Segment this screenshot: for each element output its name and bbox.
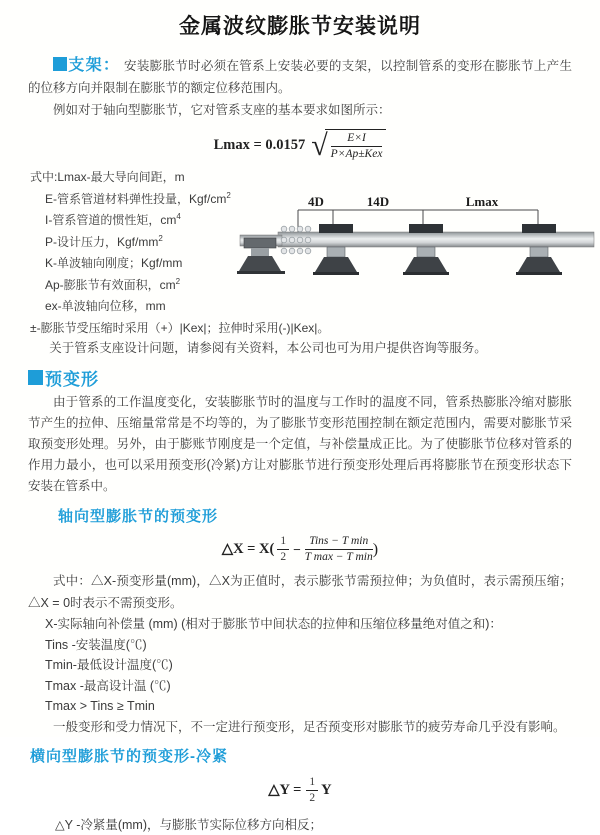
axial-item: Tmin-最低设计温度(℃) bbox=[45, 658, 173, 672]
definition-line: P-设计压力，Kgf/$mm^2$ bbox=[45, 233, 163, 249]
lmax-fraction-denominator: P×Ap±Kex bbox=[330, 148, 383, 160]
support-section-label: 支架： bbox=[68, 57, 121, 74]
lateral-formula bbox=[0, 776, 600, 805]
temperature-fraction: $\frac{\text{Tins − T min}}{\text{T max − T min}}$ bbox=[304, 535, 373, 563]
lateral-formula-suffix: Y bbox=[321, 782, 332, 798]
dim-label-4d: 4D bbox=[308, 194, 324, 209]
one-half-fraction: $\frac{1}{2}$ bbox=[277, 535, 289, 564]
definition-line: ex-单波轴向位移，mm bbox=[45, 299, 166, 313]
axial-formula-prefix: △X = X( bbox=[221, 541, 275, 557]
pipe bbox=[278, 232, 594, 247]
page-title: 金属波纹膨胀节安装说明 bbox=[179, 15, 421, 38]
support-intro-paragraph bbox=[28, 55, 572, 99]
support-intro-text: 安装膨胀节时必须在管系上安装必要的支架，以控制管系的变形在膨胀节上产生的位移方向并限制在膨胀节的额定位移范围内。 bbox=[28, 59, 572, 95]
lmax-formula bbox=[0, 129, 600, 161]
lateral-formula-prefix: △Y = bbox=[268, 782, 302, 798]
axial-formula bbox=[0, 535, 600, 564]
sqrt-radical bbox=[311, 129, 386, 161]
definition-line: K-单波轴向刚度；Kgf/mm bbox=[45, 256, 183, 270]
dim-label-14d: 14D bbox=[366, 194, 390, 209]
axial-item: 一般变形和受力情况下，不一定进行预变形，足否预变形对膨胀节的疲劳寿命几乎没有影响。 bbox=[53, 719, 566, 734]
lmax-fraction-numerator: E×I bbox=[331, 132, 383, 147]
predeform-paragraph: 由于管系的工作温度变化，安装膨胀节时的温度与工作时的温度不同，管系热膨胀冷缩对膨胀节产生的拉伸、压缩量常常是不均等的，为了膨胀节变形范围控制在额定范围内，需要对膨胀节采取预变形处理。另外，由于膨账节刚度是一个定值，与补偿量成正比。为了使膨胀节位移对管系的作用力最小，也可以采用预变形(冷紧)方让对膨胀节进行预变形处理后再将膨胀节在预变形状态下安装在管系中。 bbox=[28, 395, 572, 493]
lmax-fraction bbox=[331, 132, 383, 161]
dim-label-lmax: Lmax bbox=[465, 194, 499, 209]
radicand bbox=[325, 129, 387, 161]
axial-item: Tins -安装温度(℃) bbox=[45, 637, 147, 652]
pipe-support-diagram bbox=[236, 194, 600, 290]
lateral-subheading: 横向型膨胀节的预变形-冷紧 bbox=[30, 748, 228, 765]
predeform-section-label: 预变形 bbox=[45, 370, 99, 389]
axial-explanation: 式中：△X-预变形量(mm)，△X为正值时，表示膨张节需预拉伸；为负值时，表示需预压缩；△X = 0时表示不需预变形。 bbox=[28, 574, 572, 610]
support-example-line: 例如对于轴向型膨胀节，它对管系支座的基本要求如图所示： bbox=[53, 103, 391, 117]
support-closing-line: 关于管系支座设计问题，请参阅有关资料，本公司也可为用户提供咨询等服务。 bbox=[49, 341, 487, 355]
definition-line: I-管系管道的惯性矩，$cm^4$ bbox=[45, 212, 181, 227]
axial-subheading: 轴向型膨胀节的预变形 bbox=[58, 508, 219, 525]
one-half-fraction: $\frac{1}{2}$ bbox=[306, 776, 318, 805]
definition-line: Ap-膨胀节有效面积，$cm^2$ bbox=[45, 276, 181, 292]
section-square-icon bbox=[28, 370, 43, 385]
guide-support bbox=[313, 224, 359, 275]
definition-line: ±-膨胀节受压缩时采用（+）|Kex|；拉伸时采用(-)|Kex|。 bbox=[30, 320, 330, 335]
axial-item: X-实际轴向补偿量 (mm) (相对于膨胀节中间状态的拉伸和压缩位移量绝对值之和)： bbox=[45, 617, 502, 631]
axial-formula-suffix: ) bbox=[372, 540, 379, 558]
guide-support bbox=[516, 224, 562, 275]
section-square-icon bbox=[53, 57, 67, 71]
predeform-section-heading bbox=[28, 365, 600, 390]
axial-item: Tmax > Tins ≥ Tmin bbox=[45, 699, 155, 713]
radical-sign-icon: √ bbox=[311, 129, 328, 162]
minus-sign: − bbox=[293, 542, 301, 557]
guide-support bbox=[403, 224, 449, 275]
definition-line: 式中:Lmax-最大导向间距，m bbox=[30, 170, 185, 184]
definition-line: E-管系管道材料弹性投量，Kgf/$cm^2$ bbox=[45, 190, 231, 206]
lateral-note: △Y -冷紧量(mm)，与膨胀节实际位移方向相反； bbox=[55, 818, 323, 832]
axial-item: Tmax -最高设计温 (℃) bbox=[45, 678, 171, 693]
lmax-formula-lhs: Lmax = 0.0157 bbox=[213, 136, 306, 153]
